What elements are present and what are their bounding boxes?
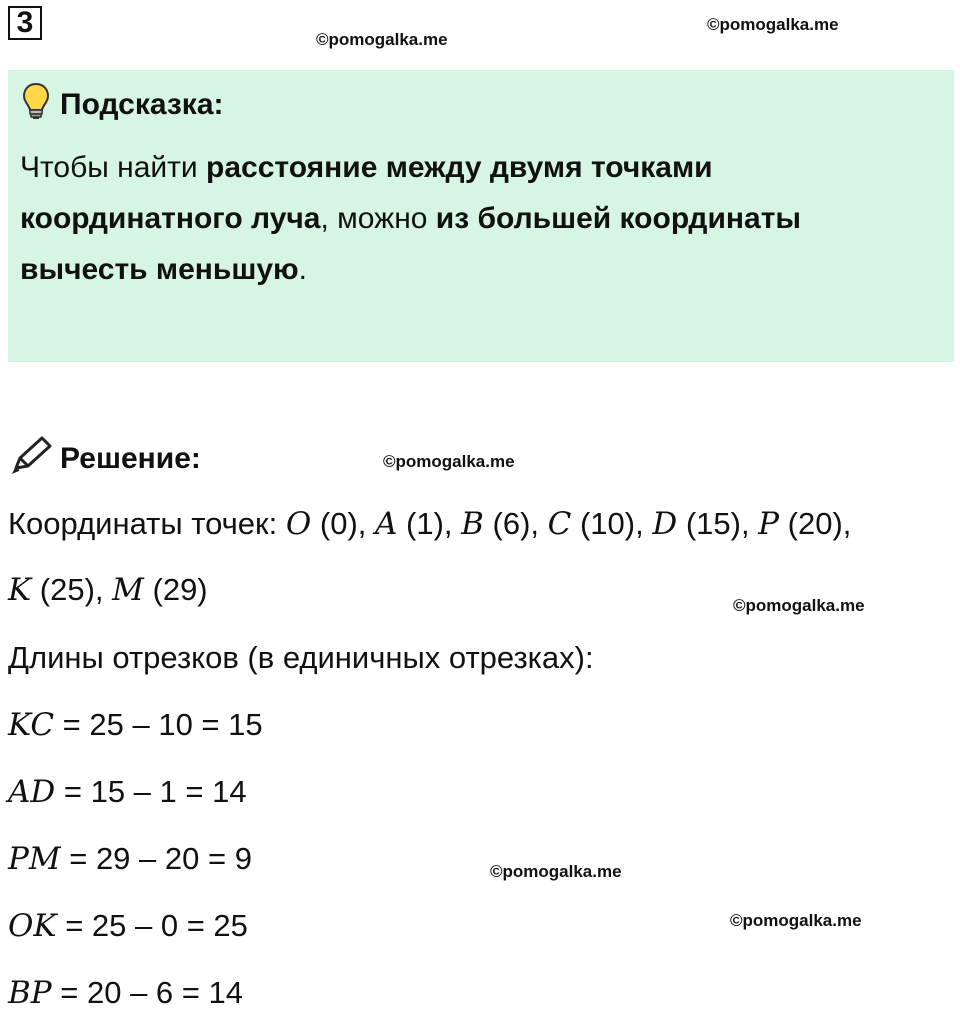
segment-line: BP = 20 – 6 = 14 xyxy=(8,975,243,1011)
coords-line-2: K (25), M (29) xyxy=(8,572,208,608)
task-number: 3 xyxy=(8,6,42,40)
coords-line-1: Координаты точек: O (0), A (1), B (6), C (10), D (15), P (20), xyxy=(8,506,852,542)
hint-text: Чтобы найти расстояние между двумя точками координатного луча, можно из большей координаты вычесть меньшую. xyxy=(20,151,802,286)
solution-title: Решение: xyxy=(60,442,201,475)
hint-title: Подсказка: xyxy=(60,88,224,121)
solution-header xyxy=(10,436,201,482)
watermark: ©pomogalka.me xyxy=(733,596,865,615)
lengths-label: Длины отрезков (в единичных отрезках): xyxy=(8,640,594,675)
watermark: ©pomogalka.me xyxy=(316,30,448,49)
pencil-icon xyxy=(10,436,52,482)
lightbulb-icon xyxy=(22,82,50,128)
watermark: ©pomogalka.me xyxy=(383,452,515,471)
segment-line: KC = 25 – 10 = 15 xyxy=(8,707,263,743)
hint-box xyxy=(8,70,954,362)
watermark: ©pomogalka.me xyxy=(490,862,622,881)
segment-line: AD = 15 – 1 = 14 xyxy=(8,774,247,810)
segment-line: OK = 25 – 0 = 25 xyxy=(8,908,248,944)
watermark: ©pomogalka.me xyxy=(730,911,862,930)
segment-line: PM = 29 – 20 = 9 xyxy=(8,841,252,877)
hint-header xyxy=(22,82,224,128)
watermark: ©pomogalka.me xyxy=(707,15,839,34)
